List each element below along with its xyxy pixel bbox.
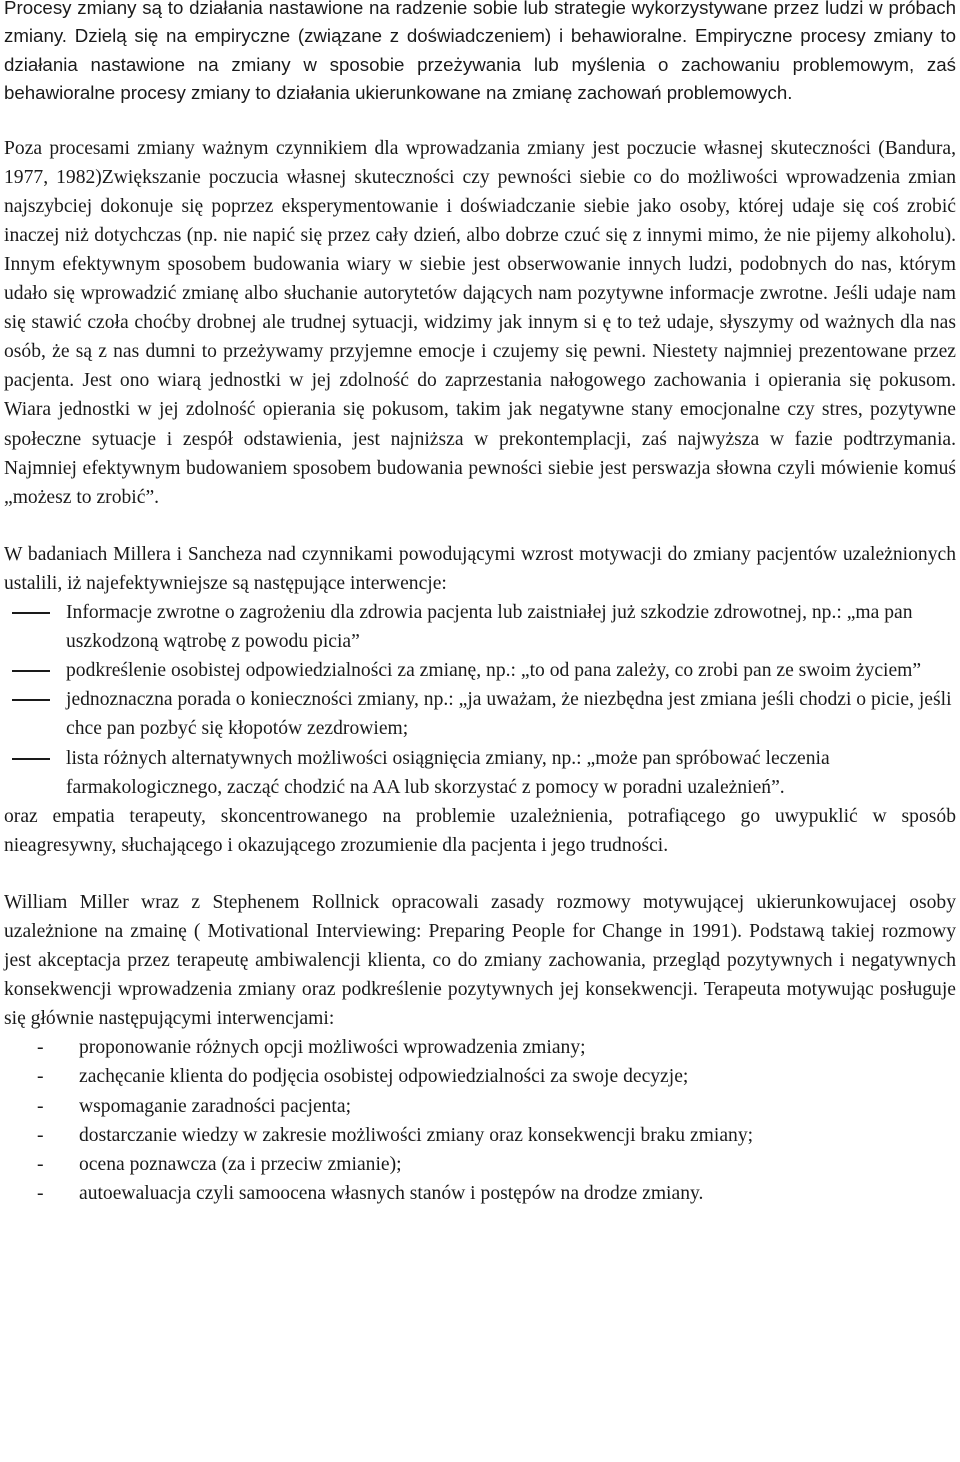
- list-item-text: proponowanie różnych opcji możliwości wprowadzenia zmiany;: [79, 1037, 586, 1059]
- list-item-text: wspomaganie zaradności pacjenta;: [79, 1095, 352, 1117]
- paragraph-spacer: [4, 108, 956, 134]
- list-item-text: ocena poznawcza (za i przeciw zmianie);: [79, 1153, 402, 1175]
- self-efficacy-paragraph: Poza procesami zmiany ważnym czynnikiem dla wprowadzania zmiany jest poczucie własnej skuteczności (Bandura, 1977, 1982)Zwiększanie poczucia własnej skuteczności czy pewności siebie co do możliwości wprowadzenia zmian najszybciej dokonuje się poprzez eksperymentowanie i doświadczanie siebie jako osoby, której udaje się coś zrobić inaczej niż dotychczas (np. nie napić się przez cały dzień, albo dobrze czuć się z innymi mimo, że nie pijemy alkoholu). Innym efektywnym sposobem budowania wiary w siebie jest obserwowanie innych ludzi, podobnych do nas, którym udało się wprowadzić zmianę albo słuchanie autorytetów dających nam pozytywne informacje zwrotne. Jeśli udaje nam się stawić czoła choćby drobnej ale trudnej sytuacji, widzimy jak innym si ę to też udaje, słyszymy od ważnych dla nas osób, że są z nas dumni to przeżywamy przyjemne emocje i czujemy się pewni. Niestety najmniej prezentowane przez pacjenta. Jest ono wiarą jednostki w jej zdolność do zaprzestania nałogowego zachowania i opierania się pokusom. Wiara jednostki w jej zdolność opierania się pokusom, takim jak negatywne stany emocjonalne czy stres, pozytywne społeczne sytuacje i zespół odstawienia, jest najniższa w prekontemplacji, zaś najwyższa w fazie podtrzymania. Najmniej efektywnym budowaniem sposobem budowania pewności siebie jest perswazja słowna czyli mówienie komuś „możesz to zrobić”.: [4, 137, 956, 508]
- list-item-text: lista różnych alternatywnych możliwości osiągnięcia zmiany, np.: „może pan spróbować leczenia farmakologicznego, zacząć chodzić na AA lub skorzystać z pomocy w poradni uzależnień”.: [66, 747, 830, 798]
- miller-sanchez-intro: W badaniach Millera i Sancheza nad czynnikami powodującymi wzrost motywacji do zmiany pacjentów uzależnionych ustalili, iż najefektywniejsze są następujące interwencje:: [4, 543, 956, 594]
- intro-paragraph: Procesy zmiany są to działania nastawione na radzenie sobie lub strategie wykorzystywane przez ludzi w próbach zmiany. Dzielą się na empiryczne (związane z doświadczeniem) i behawioralne. Empiryczne procesy zmiany to działania nastawione na zmiany w sposobie przeżywania lub myślenia o zachowaniu problemowym, zaś behawioralne procesy zmiany to działania ukierunkowane na zmianę zachowań problemowych.: [4, 0, 956, 104]
- list-item: [4, 1092, 956, 1121]
- list-item-text: zachęcanie klienta do podjęcia osobistej odpowiedzialności za swoje decyzje;: [79, 1066, 689, 1088]
- hyphen-bullet: -: [37, 1095, 44, 1117]
- hyphen-bullet: -: [37, 1037, 44, 1059]
- list-item: [4, 1179, 956, 1208]
- dash-bullet-icon: [12, 758, 50, 760]
- list-item-text: Informacje zwrotne o zagrożeniu dla zdrowia pacjenta lub zaistniałej już szkodzie zdrowotnej, np.: „ma pan uszkodzoną wątrobę z powodu picia”: [66, 602, 913, 653]
- list-item: [4, 1062, 956, 1091]
- therapist-interventions-list: [4, 1033, 956, 1208]
- miller-rollnick-paragraph: William Miller wraz z Stephenem Rollnick opracowali zasady rozmowy motywującej ukierunkowujacej osoby uzależnione na zmainę ( Motivational Interviewing: Preparing People for Change in 1991). Podstawą takiej rozmowy jest akceptacja przez terapeutę ambiwalencji klienta, co do zmiany zachowania, przegląd pozytywnych i negatywnych konsekwencji wprowadzenia zmiany oraz podkreślenie pozytywnych jej konsekwencji. Terapeuta motywując posługuje się głównie następującymi interwencjami:: [4, 891, 956, 1030]
- list-item-text: jednoznaczna porada o konieczności zmiany, np.: „ja uważam, że niezbędna jest zmiana jeśli chodzi o picie, jeśli chce pan pozbyć się kłopotów zezdrowiem;: [66, 689, 952, 740]
- list-item: [4, 685, 956, 743]
- list-item-text: podkreślenie osobistej odpowiedzialności za zmianę, np.: „to od pana zależy, co zrobi pan ze swoim życiem”: [66, 660, 922, 682]
- hyphen-bullet: -: [37, 1066, 44, 1088]
- list-item: [4, 1033, 956, 1062]
- empathy-paragraph: oraz empatia terapeuty, skoncentrowanego na problemie uzależnienia, potrafiącego go uwypuklić w sposób nieagresywny, słuchającego i okazującego zrozumienie dla pacjenta i jego trudności.: [4, 805, 956, 856]
- list-item: [4, 1121, 956, 1150]
- dash-bullet-icon: [12, 699, 50, 701]
- interventions-list: [4, 598, 956, 802]
- dash-bullet-icon: [12, 670, 50, 672]
- hyphen-bullet: -: [37, 1153, 44, 1175]
- list-item-text: autoewaluacja czyli samoocena własnych stanów i postępów na drodze zmiany.: [79, 1182, 704, 1204]
- hyphen-bullet: -: [37, 1124, 44, 1146]
- list-item: [4, 656, 956, 685]
- paragraph-spacer: [4, 860, 956, 888]
- list-item-text: dostarczanie wiedzy w zakresie możliwości zmiany oraz konsekwencji braku zmiany;: [79, 1124, 754, 1146]
- paragraph-spacer: [4, 512, 956, 540]
- dash-bullet-icon: [12, 612, 50, 614]
- list-item: [4, 598, 956, 656]
- list-item: [4, 744, 956, 802]
- hyphen-bullet: -: [37, 1182, 44, 1204]
- list-item: [4, 1150, 956, 1179]
